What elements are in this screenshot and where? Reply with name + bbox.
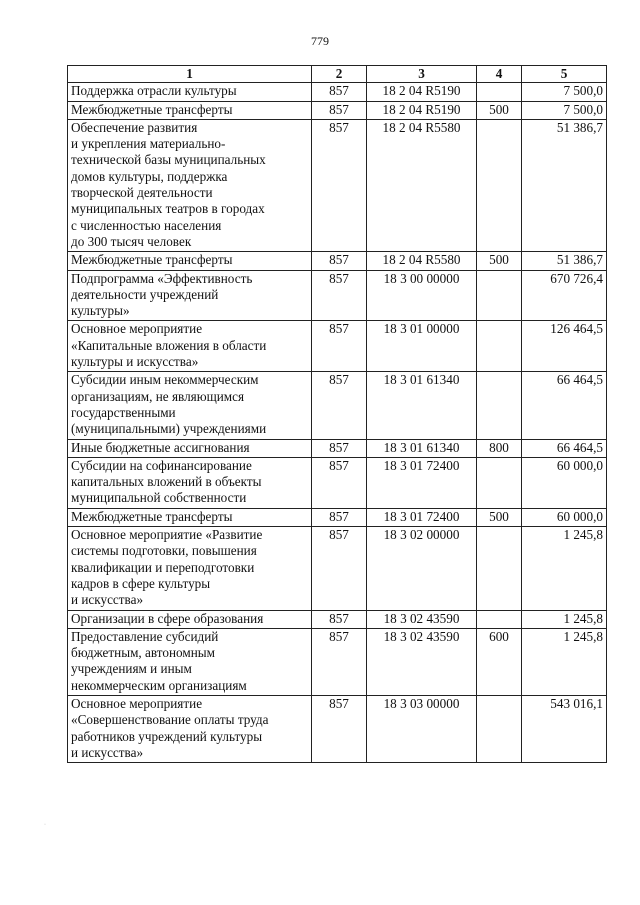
row-sum-cell: 7 500,0 [522,101,607,119]
row-ved-cell: 857 [312,372,367,439]
table-row [68,270,607,321]
table-row [68,695,607,762]
page-number: 779 [311,34,329,48]
table-row [68,321,607,372]
row-sum-cell: 1 245,8 [522,527,607,610]
table-body [68,83,607,763]
row-name-cell: Иные бюджетные ассигнования [68,439,312,457]
row-ved-cell: 857 [312,610,367,628]
row-vr-cell [477,119,522,251]
row-ved-cell: 857 [312,527,367,610]
table-row [68,119,607,251]
table-row [68,527,607,610]
row-vr-cell [477,372,522,439]
row-vr-cell: 800 [477,439,522,457]
row-name-cell: Субсидии иным некоммерческим организациям, не являющимся государственными (муниципальными) учреждениями [68,372,312,439]
row-csr-cell: 18 3 01 00000 [367,321,477,372]
row-vr-cell: 500 [477,101,522,119]
row-ved-cell: 857 [312,252,367,270]
row-name-cell: Обеспечение развития и укрепления материально- технической базы муниципальных домов культуры, поддержка творческой деятельности муниципальных театров в городах с численностью населения до 300 тысяч человек [68,119,312,251]
table-row [68,610,607,628]
budget-table [67,65,607,763]
row-vr-cell [477,457,522,508]
row-ved-cell: 857 [312,439,367,457]
row-ved-cell: 857 [312,695,367,762]
table-header-row [68,66,607,83]
row-sum-cell: 7 500,0 [522,83,607,101]
column-header-name: 1 [68,66,312,83]
row-csr-cell: 18 3 03 00000 [367,695,477,762]
table-row [68,457,607,508]
row-name-cell: Подпрограмма «Эффективность деятельности учреждений культуры» [68,270,312,321]
table-row [68,628,607,695]
row-sum-cell: 543 016,1 [522,695,607,762]
row-ved-cell: 857 [312,628,367,695]
row-csr-cell: 18 2 04 R5190 [367,101,477,119]
table-row [68,439,607,457]
row-csr-cell: 18 3 02 43590 [367,610,477,628]
table-row [68,372,607,439]
row-ved-cell: 857 [312,83,367,101]
row-csr-cell: 18 2 04 R5580 [367,119,477,251]
table-row [68,252,607,270]
row-vr-cell: 500 [477,252,522,270]
row-csr-cell: 18 2 04 R5190 [367,83,477,101]
column-header-ved: 2 [312,66,367,83]
row-name-cell: Субсидии на софинансирование капитальных вложений в объекты муниципальной собственности [68,457,312,508]
column-header-csr: 3 [367,66,477,83]
row-vr-cell: 600 [477,628,522,695]
scan-dot: · [44,822,46,828]
row-sum-cell: 51 386,7 [522,119,607,251]
row-csr-cell: 18 2 04 R5580 [367,252,477,270]
row-name-cell: Основное мероприятие «Капитальные вложения в области культуры и искусства» [68,321,312,372]
row-sum-cell: 670 726,4 [522,270,607,321]
row-csr-cell: 18 3 01 61340 [367,439,477,457]
table-row [68,508,607,526]
row-ved-cell: 857 [312,101,367,119]
row-name-cell: Предоставление субсидий бюджетным, автономным учреждениям и иным некоммерческим организациям [68,628,312,695]
row-sum-cell: 126 464,5 [522,321,607,372]
row-sum-cell: 51 386,7 [522,252,607,270]
row-vr-cell: 500 [477,508,522,526]
row-ved-cell: 857 [312,321,367,372]
row-sum-cell: 66 464,5 [522,439,607,457]
row-sum-cell: 60 000,0 [522,508,607,526]
row-name-cell: Межбюджетные трансферты [68,101,312,119]
row-ved-cell: 857 [312,457,367,508]
row-name-cell: Межбюджетные трансферты [68,508,312,526]
row-vr-cell [477,527,522,610]
row-vr-cell [477,610,522,628]
row-name-cell: Основное мероприятие «Совершенствование оплаты труда работников учреждений культуры и искусства» [68,695,312,762]
row-csr-cell: 18 3 01 72400 [367,457,477,508]
column-header-vr: 4 [477,66,522,83]
row-csr-cell: 18 3 00 00000 [367,270,477,321]
row-csr-cell: 18 3 02 43590 [367,628,477,695]
row-csr-cell: 18 3 02 00000 [367,527,477,610]
row-vr-cell [477,83,522,101]
row-vr-cell [477,270,522,321]
table-row [68,101,607,119]
row-csr-cell: 18 3 01 72400 [367,508,477,526]
row-name-cell: Организации в сфере образования [68,610,312,628]
column-header-sum: 5 [522,66,607,83]
row-name-cell: Поддержка отрасли культуры [68,83,312,101]
row-ved-cell: 857 [312,119,367,251]
row-vr-cell [477,321,522,372]
row-sum-cell: 1 245,8 [522,628,607,695]
row-csr-cell: 18 3 01 61340 [367,372,477,439]
table-row [68,83,607,101]
row-name-cell: Основное мероприятие «Развитие системы подготовки, повышения квалификации и переподготовки кадров в сфере культуры и искусства» [68,527,312,610]
row-sum-cell: 66 464,5 [522,372,607,439]
row-sum-cell: 1 245,8 [522,610,607,628]
row-name-cell: Межбюджетные трансферты [68,252,312,270]
row-sum-cell: 60 000,0 [522,457,607,508]
row-vr-cell [477,695,522,762]
row-ved-cell: 857 [312,270,367,321]
row-ved-cell: 857 [312,508,367,526]
